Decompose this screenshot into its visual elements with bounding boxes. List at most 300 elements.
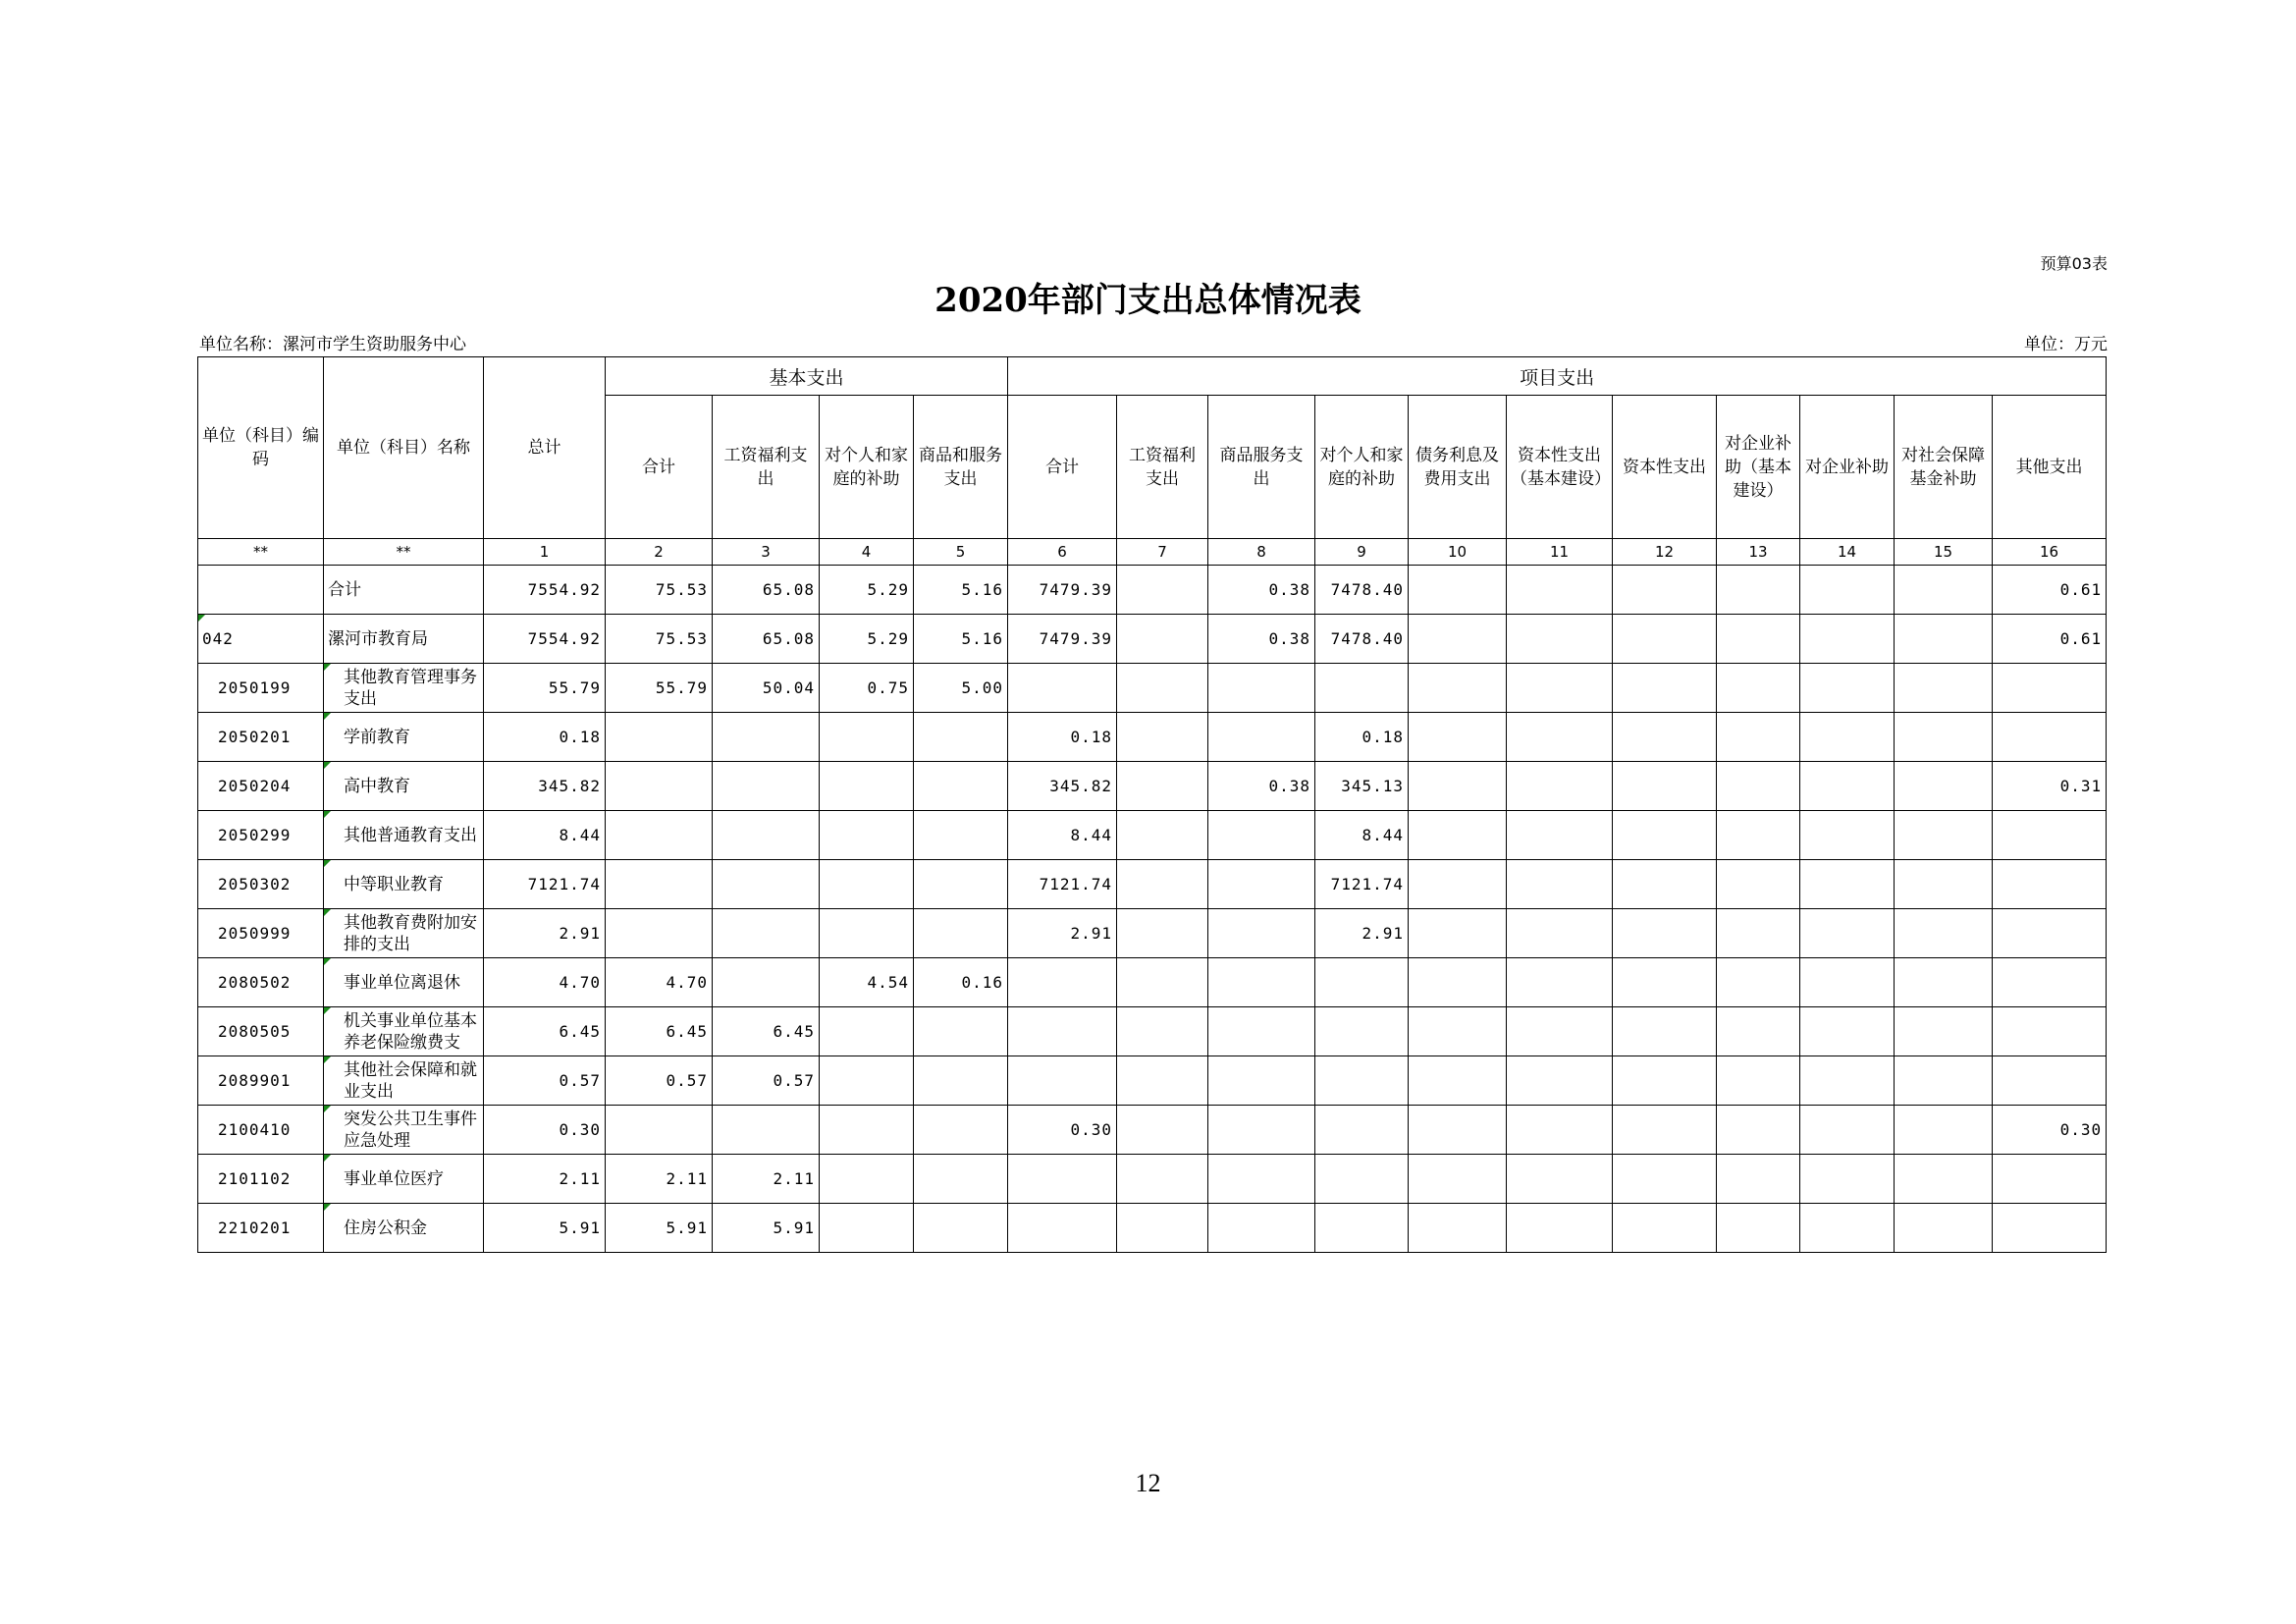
row-name: [324, 615, 484, 664]
amount-cell: [1613, 860, 1717, 909]
row-name-text: 其他社会保障和就业支出: [344, 1059, 477, 1102]
amount-cell: [1613, 909, 1717, 958]
row-name-text: 机关事业单位基本养老保险缴费支: [344, 1010, 477, 1053]
amount-cell: 4.70: [484, 958, 606, 1007]
amount-cell: 345.13: [1315, 762, 1409, 811]
amount-cell: [1895, 1007, 1993, 1056]
amount-cell: 0.57: [484, 1056, 606, 1106]
header-basic-col: 合计: [606, 396, 713, 539]
amount-cell: [1717, 909, 1800, 958]
amount-cell: [1800, 811, 1895, 860]
amount-cell: [1507, 1106, 1613, 1155]
form-number: 预算03表: [2040, 254, 2108, 273]
amount-cell: [1409, 958, 1507, 1007]
amount-cell: [1008, 958, 1117, 1007]
amount-cell: 0.18: [1315, 713, 1409, 762]
row-code: [198, 909, 324, 958]
amount-cell: [1008, 1204, 1117, 1253]
amount-cell: [1117, 1204, 1208, 1253]
amount-cell: [820, 1056, 914, 1106]
row-code-text: 2050999: [218, 924, 292, 943]
table-row: [198, 762, 2107, 811]
amount-cell: 5.00: [914, 664, 1008, 713]
amount-cell: 7121.74: [1008, 860, 1117, 909]
amount-cell: [1717, 713, 1800, 762]
amount-cell: [1895, 909, 1993, 958]
amount-cell: [1507, 860, 1613, 909]
amount-cell: [1800, 1007, 1895, 1056]
header-project-col: 对个人和家庭的补助: [1315, 396, 1409, 539]
amount-cell: 4.70: [606, 958, 713, 1007]
amount-cell: [1717, 762, 1800, 811]
amount-cell: 65.08: [713, 566, 820, 615]
header-project-col: 资本性支出（基本建设）: [1507, 396, 1613, 539]
row-name-text: 漯河市教育局: [328, 628, 428, 649]
amount-cell: [1008, 1007, 1117, 1056]
row-name: [324, 1204, 484, 1253]
amount-cell: [820, 1106, 914, 1155]
column-index: 4: [820, 539, 914, 566]
amount-cell: [1409, 664, 1507, 713]
amount-cell: [1208, 713, 1315, 762]
row-code: [198, 1204, 324, 1253]
amount-cell: [713, 958, 820, 1007]
row-code-text: 2050299: [218, 826, 292, 844]
amount-cell: 7554.92: [484, 615, 606, 664]
amount-cell: [1613, 1106, 1717, 1155]
amount-cell: [1507, 958, 1613, 1007]
amount-cell: 5.91: [484, 1204, 606, 1253]
row-name-text: 住房公积金: [344, 1218, 427, 1238]
amount-cell: 0.38: [1208, 615, 1315, 664]
row-code: [198, 664, 324, 713]
amount-cell: [1993, 1204, 2107, 1253]
header-project-col: 对企业补助: [1800, 396, 1895, 539]
amount-cell: [713, 762, 820, 811]
row-name: [324, 566, 484, 615]
amount-cell: [914, 811, 1008, 860]
amount-cell: 2.91: [1315, 909, 1409, 958]
column-index: 3: [713, 539, 820, 566]
amount-cell: 8.44: [1315, 811, 1409, 860]
amount-cell: [1800, 958, 1895, 1007]
row-code-text: 2101102: [218, 1169, 292, 1188]
row-code-text: 042: [202, 629, 234, 648]
amount-cell: [1409, 811, 1507, 860]
amount-cell: 6.45: [713, 1007, 820, 1056]
amount-cell: 75.53: [606, 566, 713, 615]
amount-cell: [1993, 958, 2107, 1007]
row-name: [324, 1056, 484, 1106]
amount-cell: 7121.74: [1315, 860, 1409, 909]
amount-cell: 0.18: [1008, 713, 1117, 762]
row-code: [198, 860, 324, 909]
table-row: [198, 664, 2107, 713]
table-row: [198, 860, 2107, 909]
amount-cell: [1507, 1204, 1613, 1253]
amount-cell: [1895, 615, 1993, 664]
amount-cell: 0.61: [1993, 615, 2107, 664]
row-code-text: 2080502: [218, 973, 292, 992]
amount-cell: [1800, 1155, 1895, 1204]
amount-cell: [1409, 1056, 1507, 1106]
amount-cell: [1208, 909, 1315, 958]
cell-marker-icon: [198, 615, 205, 622]
amount-cell: 2.91: [1008, 909, 1117, 958]
row-name: [324, 811, 484, 860]
amount-cell: 7478.40: [1315, 615, 1409, 664]
amount-cell: [820, 1155, 914, 1204]
amount-cell: [1208, 1056, 1315, 1106]
row-name-text: 中等职业教育: [344, 874, 444, 894]
amount-cell: [914, 1155, 1008, 1204]
header-project-col: 合计: [1008, 396, 1117, 539]
column-index: **: [324, 539, 484, 566]
row-code-text: 2089901: [218, 1071, 292, 1090]
row-code: [198, 1007, 324, 1056]
column-index: 14: [1800, 539, 1895, 566]
unit-label: 单位：万元: [2024, 335, 2108, 354]
amount-cell: [820, 860, 914, 909]
amount-cell: [1993, 713, 2107, 762]
row-code: [198, 1155, 324, 1204]
amount-cell: [1895, 713, 1993, 762]
amount-cell: 2.11: [713, 1155, 820, 1204]
amount-cell: [1993, 811, 2107, 860]
amount-cell: [1315, 1155, 1409, 1204]
amount-cell: [1117, 909, 1208, 958]
amount-cell: [1315, 1106, 1409, 1155]
amount-cell: [914, 1007, 1008, 1056]
amount-cell: [1993, 664, 2107, 713]
amount-cell: [1613, 713, 1717, 762]
header-project-col: 对社会保障基金补助: [1895, 396, 1993, 539]
amount-cell: [1409, 1155, 1507, 1204]
table-row: [198, 811, 2107, 860]
amount-cell: [1117, 762, 1208, 811]
amount-cell: 0.16: [914, 958, 1008, 1007]
amount-cell: [1507, 713, 1613, 762]
column-index: **: [198, 539, 324, 566]
amount-cell: 8.44: [1008, 811, 1117, 860]
amount-cell: [1507, 909, 1613, 958]
amount-cell: 0.31: [1993, 762, 2107, 811]
table-row: [198, 958, 2107, 1007]
amount-cell: [1717, 664, 1800, 713]
amount-cell: [1117, 1155, 1208, 1204]
row-code: [198, 1106, 324, 1155]
row-name: [324, 958, 484, 1007]
amount-cell: [1800, 909, 1895, 958]
amount-cell: [1895, 762, 1993, 811]
row-code: [198, 958, 324, 1007]
amount-cell: 7121.74: [484, 860, 606, 909]
amount-cell: 0.30: [1993, 1106, 2107, 1155]
amount-cell: [1315, 1007, 1409, 1056]
amount-cell: [1507, 1056, 1613, 1106]
column-index: 1: [484, 539, 606, 566]
amount-cell: [1117, 860, 1208, 909]
header-project-col: 其他支出: [1993, 396, 2107, 539]
amount-cell: 0.30: [1008, 1106, 1117, 1155]
row-code-text: 2080505: [218, 1022, 292, 1041]
header-project-col: 商品服务支出: [1208, 396, 1315, 539]
amount-cell: [1409, 713, 1507, 762]
amount-cell: [1117, 958, 1208, 1007]
header-project-group: 项目支出: [1008, 357, 2107, 396]
amount-cell: [1800, 615, 1895, 664]
amount-cell: [1993, 909, 2107, 958]
amount-cell: [820, 1204, 914, 1253]
amount-cell: [1008, 1155, 1117, 1204]
amount-cell: [1507, 615, 1613, 664]
amount-cell: 5.91: [606, 1204, 713, 1253]
amount-cell: [914, 1056, 1008, 1106]
amount-cell: [914, 713, 1008, 762]
amount-cell: [606, 811, 713, 860]
amount-cell: 2.91: [484, 909, 606, 958]
amount-cell: [820, 1007, 914, 1056]
header-project-col: 债务利息及费用支出: [1409, 396, 1507, 539]
amount-cell: [1717, 811, 1800, 860]
amount-cell: [1507, 1007, 1613, 1056]
amount-cell: [1895, 664, 1993, 713]
cell-marker-icon: [324, 1204, 331, 1211]
amount-cell: 50.04: [713, 664, 820, 713]
row-name: [324, 1155, 484, 1204]
amount-cell: [1117, 713, 1208, 762]
amount-cell: 5.16: [914, 566, 1008, 615]
cell-marker-icon: [324, 1007, 331, 1014]
amount-cell: 2.11: [606, 1155, 713, 1204]
amount-cell: [1208, 811, 1315, 860]
amount-cell: [1717, 1204, 1800, 1253]
amount-cell: [1717, 615, 1800, 664]
amount-cell: [1717, 1155, 1800, 1204]
amount-cell: [1717, 958, 1800, 1007]
amount-cell: [1315, 664, 1409, 713]
amount-cell: [914, 1106, 1008, 1155]
amount-cell: [1117, 1007, 1208, 1056]
header-code: 单位（科目）编码: [198, 357, 324, 539]
row-code: [198, 762, 324, 811]
expenditure-table: [197, 356, 2107, 1253]
row-name-text: 事业单位医疗: [344, 1168, 444, 1189]
amount-cell: [1800, 1204, 1895, 1253]
column-index: 16: [1993, 539, 2107, 566]
header-basic-group: 基本支出: [606, 357, 1008, 396]
row-code-text: 2050199: [218, 678, 292, 697]
amount-cell: [1008, 664, 1117, 713]
amount-cell: [1895, 958, 1993, 1007]
amount-cell: [1409, 566, 1507, 615]
amount-cell: [1409, 1106, 1507, 1155]
amount-cell: [1717, 1056, 1800, 1106]
column-index: 7: [1117, 539, 1208, 566]
amount-cell: [1507, 762, 1613, 811]
header-total: 总计: [484, 357, 606, 539]
row-name: [324, 762, 484, 811]
amount-cell: [1613, 811, 1717, 860]
row-code-text: 2050201: [218, 728, 292, 746]
amount-cell: 55.79: [484, 664, 606, 713]
amount-cell: [1717, 860, 1800, 909]
amount-cell: [1409, 909, 1507, 958]
amount-cell: [1117, 1056, 1208, 1106]
row-name-text: 其他普通教育支出: [344, 825, 477, 845]
cell-marker-icon: [324, 1155, 331, 1162]
column-index-row: [198, 539, 2107, 566]
amount-cell: [606, 909, 713, 958]
column-index: 5: [914, 539, 1008, 566]
amount-cell: [1895, 1106, 1993, 1155]
amount-cell: [1409, 1204, 1507, 1253]
column-index: 12: [1613, 539, 1717, 566]
row-code: [198, 713, 324, 762]
header-project-col: 对企业补助（基本建设）: [1717, 396, 1800, 539]
row-code: [198, 566, 324, 615]
amount-cell: 5.29: [820, 566, 914, 615]
table-row: [198, 1204, 2107, 1253]
cell-marker-icon: [324, 1106, 331, 1112]
amount-cell: [713, 713, 820, 762]
amount-cell: [1993, 860, 2107, 909]
table-row: [198, 566, 2107, 615]
row-name: [324, 664, 484, 713]
amount-cell: 4.54: [820, 958, 914, 1007]
amount-cell: [1613, 1056, 1717, 1106]
amount-cell: [1895, 1056, 1993, 1106]
row-code-text: 2050204: [218, 777, 292, 795]
amount-cell: [1613, 1155, 1717, 1204]
table-row: [198, 1155, 2107, 1204]
amount-cell: [1208, 1204, 1315, 1253]
header-project-col: 资本性支出: [1613, 396, 1717, 539]
amount-cell: 0.57: [606, 1056, 713, 1106]
amount-cell: 55.79: [606, 664, 713, 713]
amount-cell: [1613, 615, 1717, 664]
header-basic-col: 对个人和家庭的补助: [820, 396, 914, 539]
page-number: 12: [1135, 1469, 1161, 1497]
amount-cell: [1895, 1155, 1993, 1204]
column-index: 8: [1208, 539, 1315, 566]
row-name-text: 学前教育: [344, 727, 410, 747]
amount-cell: [1717, 566, 1800, 615]
amount-cell: 7554.92: [484, 566, 606, 615]
cell-marker-icon: [324, 909, 331, 916]
amount-cell: [606, 860, 713, 909]
amount-cell: [820, 713, 914, 762]
row-code-text: 2050302: [218, 875, 292, 893]
amount-cell: [1208, 958, 1315, 1007]
row-name: [324, 860, 484, 909]
row-name-text: 其他教育费附加安排的支出: [344, 912, 477, 954]
amount-cell: 0.38: [1208, 566, 1315, 615]
amount-cell: [1409, 762, 1507, 811]
amount-cell: 2.11: [484, 1155, 606, 1204]
amount-cell: [713, 1106, 820, 1155]
amount-cell: [713, 909, 820, 958]
row-code: [198, 811, 324, 860]
amount-cell: [1800, 762, 1895, 811]
cell-marker-icon: [324, 762, 331, 769]
amount-cell: [1613, 1007, 1717, 1056]
amount-cell: [1409, 860, 1507, 909]
row-name: [324, 1106, 484, 1155]
amount-cell: [1800, 713, 1895, 762]
table-row: [198, 1007, 2107, 1056]
amount-cell: 0.38: [1208, 762, 1315, 811]
amount-cell: [1507, 811, 1613, 860]
amount-cell: [1800, 566, 1895, 615]
amount-cell: [1993, 1056, 2107, 1106]
amount-cell: [1117, 811, 1208, 860]
amount-cell: [1208, 1007, 1315, 1056]
row-code: [198, 1056, 324, 1106]
amount-cell: [1895, 566, 1993, 615]
header-basic-col: 商品和服务支出: [914, 396, 1008, 539]
amount-cell: 5.16: [914, 615, 1008, 664]
row-name-text: 事业单位离退休: [344, 972, 460, 993]
amount-cell: [1507, 664, 1613, 713]
amount-cell: [1895, 860, 1993, 909]
page-title: 2020年部门支出总体情况表: [934, 281, 1362, 320]
amount-cell: [1409, 1007, 1507, 1056]
amount-cell: [1315, 958, 1409, 1007]
amount-cell: [1613, 762, 1717, 811]
amount-cell: [1208, 860, 1315, 909]
row-code: [198, 615, 324, 664]
amount-cell: 8.44: [484, 811, 606, 860]
amount-cell: [713, 860, 820, 909]
amount-cell: [820, 762, 914, 811]
table-row: [198, 909, 2107, 958]
column-index: 9: [1315, 539, 1409, 566]
amount-cell: [1800, 1056, 1895, 1106]
amount-cell: 0.57: [713, 1056, 820, 1106]
amount-cell: [820, 909, 914, 958]
amount-cell: 7479.39: [1008, 566, 1117, 615]
amount-cell: 5.91: [713, 1204, 820, 1253]
amount-cell: 0.61: [1993, 566, 2107, 615]
amount-cell: [1409, 615, 1507, 664]
row-name: [324, 909, 484, 958]
amount-cell: [1008, 1056, 1117, 1106]
amount-cell: [1208, 664, 1315, 713]
amount-cell: [1613, 1204, 1717, 1253]
amount-cell: [1613, 566, 1717, 615]
cell-marker-icon: [324, 664, 331, 671]
header-name: 单位（科目）名称: [324, 357, 484, 539]
amount-cell: [1117, 1106, 1208, 1155]
amount-cell: [1507, 1155, 1613, 1204]
amount-cell: [1613, 958, 1717, 1007]
amount-cell: [1717, 1007, 1800, 1056]
column-index: 13: [1717, 539, 1800, 566]
amount-cell: [1117, 566, 1208, 615]
row-name-text: 突发公共卫生事件应急处理: [344, 1109, 477, 1151]
table-row: [198, 1106, 2107, 1155]
amount-cell: [1208, 1106, 1315, 1155]
amount-cell: 6.45: [484, 1007, 606, 1056]
amount-cell: [820, 811, 914, 860]
column-index: 2: [606, 539, 713, 566]
amount-cell: [1117, 615, 1208, 664]
header-project-col: 工资福利支出: [1117, 396, 1208, 539]
amount-cell: 65.08: [713, 615, 820, 664]
amount-cell: [1800, 1106, 1895, 1155]
row-name-text: 合计: [328, 579, 361, 600]
